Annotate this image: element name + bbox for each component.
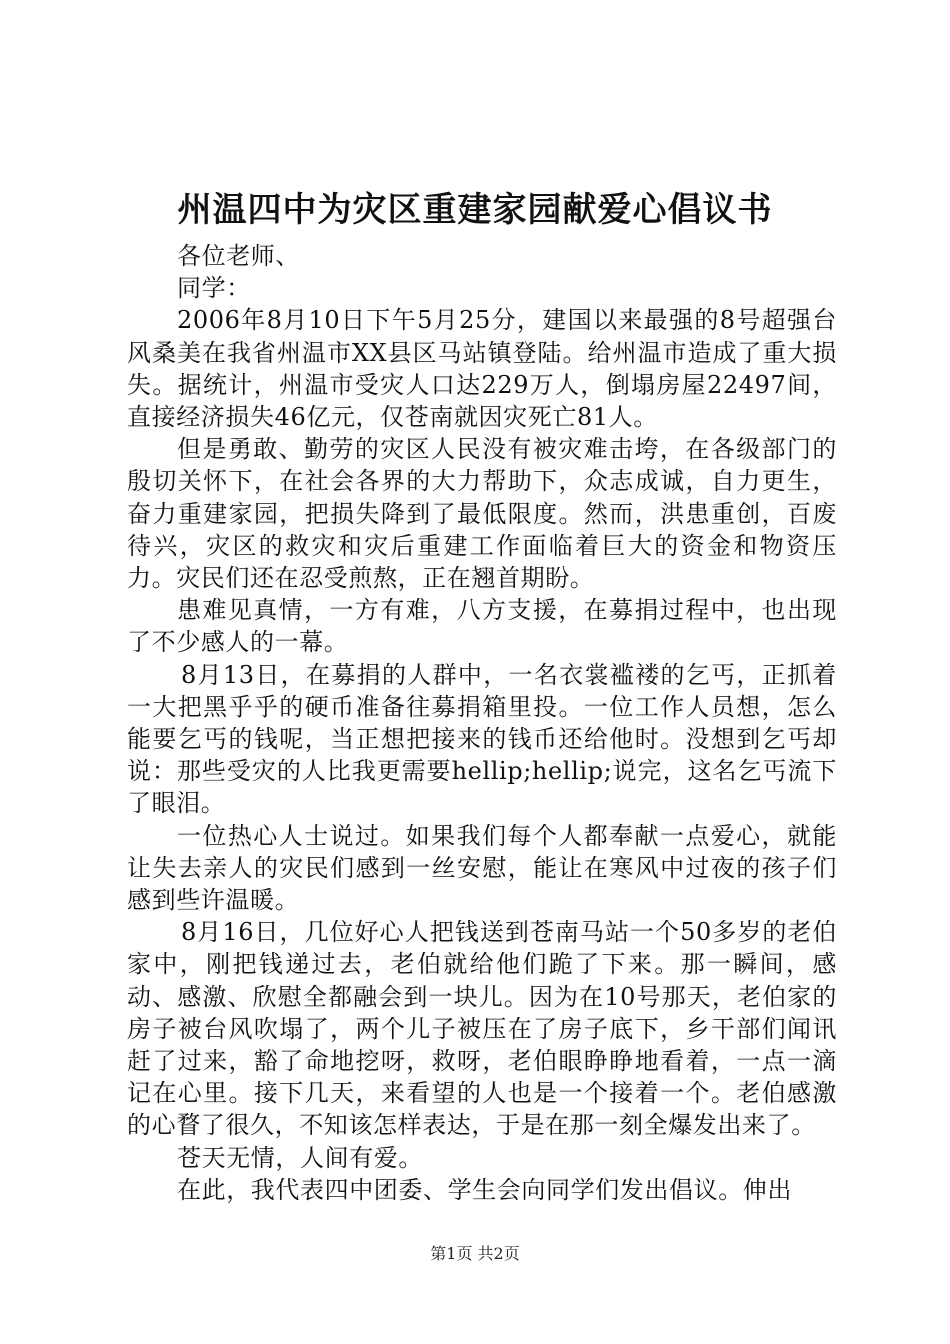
document-title: 州温四中为灾区重建家园献爱心倡议书 <box>177 190 773 230</box>
paragraph-beggar-story: 8月13日，在募捐的人群中，一名衣裳褴褛的乞丐，正抓着一大把黑乎乎的硬币准备往募捐箱里投。一位工作人员想，怎么能要乞丐的钱呢，当正想把接来的钱币还给他时。没想到乞丐却说：那些受灾的人比我更需要hellip;hellip;说完，这名乞丐流下了眼泪。 <box>127 660 837 818</box>
paragraph-old-man-story: 8月16日，几位好心人把钱送到苍南马站一个50多岁的老伯家中，刚把钱递过去，老伯就给他们跪了下来。那一瞬间，感动、感激、欣慰全都融会到一块儿。因为在10号那天，老伯家的房子被台风吹塌了，两个儿子被压在了房子底下，乡干部们闻讯赶了过来，豁了命地挖呀，救呀，老伯眼睁睁地看着，一点一滴记在心里。接下几天，来看望的人也是一个接着一个。老伯感激的心瞀了很久，不知该怎样表达，于是在那一刻全爆发出来了。 <box>127 918 837 1140</box>
paragraph-rebuilding: 但是勇敢、勤劳的灾区人民没有被灾难击垮，在各级部门的殷切关怀下，在社会各界的大力帮助下，众志成诚，自力更生，奋力重建家园，把损失降到了最低限度。然而，洪患重创，百废待兴，灾区的救灾和灾后重建工作面临着巨大的资金和物资压力。灾民们还在忍受煎熬，正在翘首期盼。 <box>127 435 837 593</box>
document-body <box>127 240 837 1206</box>
salutation-line-2: 同学： <box>177 274 251 303</box>
page-footer: 第1页 共2页 <box>430 1244 520 1263</box>
paragraph-typhoon-report: 2006年8月10日下午5月25分，建国以来最强的8号超强台风桑美在我省州温市XX县区马站镇登陆。给州温市造成了重大损失。据统计，州温市受灾人口达229万人，倒塌房屋22497间，直接经济损失46亿元，仅苍南就因灾死亡81人。 <box>127 306 837 432</box>
paragraph-touching-moments: 患难见真情，一方有难，八方支援，在募捐过程中，也出现了不少感人的一幕。 <box>127 596 837 657</box>
paragraph-heaven-heartless: 苍天无情，人间有爱。 <box>177 1143 423 1172</box>
paragraph-volunteer-quote: 一位热心人士说过。如果我们每个人都奉献一点爱心，就能让失去亲人的灾民们感到一丝安慰，能让在寒风中过夜的孩子们感到些许温暖。 <box>127 821 837 915</box>
paragraph-proposal: 在此，我代表四中团委、学生会向同学们发出倡议。伸出 <box>177 1175 792 1204</box>
salutation-line-1: 各位老师、 <box>177 242 300 270</box>
